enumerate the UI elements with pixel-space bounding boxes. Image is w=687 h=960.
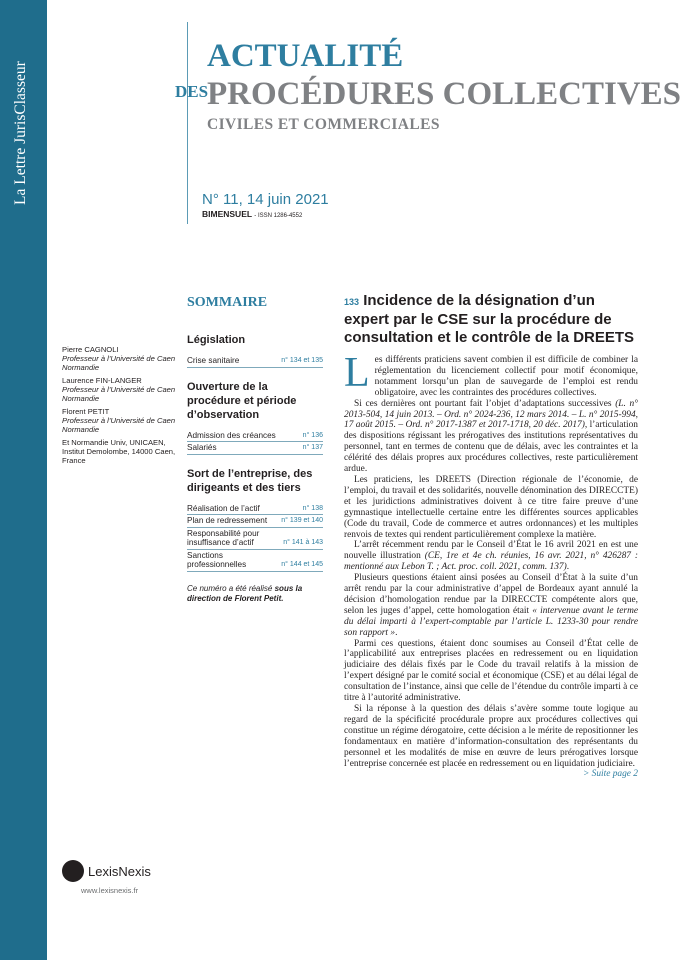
title-actualite: ACTUALITÉ	[207, 38, 404, 74]
title-procedures-collectives: PROCÉDURES COLLECTIVES	[207, 76, 682, 112]
drop-cap: L	[344, 350, 370, 396]
article-body	[344, 350, 638, 780]
sommaire-entry[interactable]	[187, 515, 323, 528]
author	[62, 376, 180, 403]
author	[62, 407, 180, 434]
article-number: 133	[344, 297, 360, 307]
article-title	[344, 292, 638, 347]
entry-label: Responsabilité pour insuffisance d’actif	[187, 528, 260, 547]
article-title-text: Incidence de la désignation d’un expert par le CSE sur la procédure de consultation et le contrôle de la DREETS	[344, 292, 635, 346]
sommaire-entry[interactable]	[187, 355, 323, 368]
sommaire-entry[interactable]	[187, 550, 323, 572]
website-link[interactable]: www.lexisnexis.fr	[81, 886, 139, 895]
sommaire-entry[interactable]	[187, 528, 323, 550]
entry-number: n° 137	[302, 444, 323, 451]
masthead-rule	[187, 22, 188, 224]
publisher-logo	[62, 860, 151, 882]
entry-label: Salariés	[187, 443, 217, 452]
lexisnexis-emblem-icon	[62, 860, 84, 882]
entry-label: Crise sanitaire	[187, 356, 240, 365]
paragraph-text: Si la réponse à la question des délais s’avère somme toute logique au regard de la spécificité procédurale propre aux procédures collectives qui constitue un régime dérogatoire, cette décision a le mérite de repositionner les fondamentaux en matière d’information-consultation des représentants du personnel et les modalités de mise en œuvre de leurs prérogatives lorsque l’entreprise concernée est placée en redressement ou en liquidation judiciaire.	[344, 704, 638, 769]
article-paragraph	[344, 399, 638, 475]
sommaire-entry[interactable]	[187, 430, 323, 443]
title-des: DES	[175, 82, 209, 101]
sommaire-section-ouverture	[187, 380, 323, 455]
paragraph-text: Plusieurs questions étaient ainsi posées au Conseil d’État à la suite d’un arrêt rendu par la cour administrative d’appel de Bordeaux ayant annulé la décision d’homologation rendue par la DIRECCTE compétente alors que, selon les juges d’appel, cette homologation était	[344, 573, 638, 616]
entry-label: Réalisation de l’actif	[187, 503, 260, 513]
entry-label: Plan de redressement	[187, 516, 268, 525]
article-paragraph	[344, 573, 638, 638]
title-civiles-commerciales: CIVILES ET COMMERCIALES	[207, 116, 440, 133]
sommaire	[187, 295, 323, 604]
brand-sidebar	[0, 0, 47, 960]
section-heading: Ouverture de la procédure et période d’observation	[187, 380, 297, 421]
quotation: « intervenue avant le terme du délai imparti à l’expert-comptable par l’article L. 1233-30 pour rendre son rapport »	[344, 605, 638, 638]
article-paragraph: Parmi ces questions, étaient donc soumises au Conseil d’État celle de l’applicabilité aux entreprises placées en redressement ou en liquidation judiciaire des délais fixés par le Code du travail relatifs à la mission de l’expert désigné par le comité social et économique (CSE) et au délai légal de consultation de l’instance, ainsi que celle de l’étendue du contrôle imparti à ce titre à l’autorité administrative.	[344, 638, 638, 704]
entry-label: Admission des créances	[187, 430, 276, 440]
entry-label: Sanctions professionnelles	[187, 550, 247, 569]
article-paragraph	[344, 540, 638, 573]
paragraph-text: , l’articulation des dispositions régissant les prérogatives des institutions représentatives du personnel, tant en termes de contenu que de délais, avec les contraintes et la célérité des délais propres aux procédures collectives, reste particulièrement ardue.	[344, 420, 638, 475]
affiliation-text: Et Normandie Univ, UNICAEN, Institut Demolombe, 14000 Caen, France	[62, 438, 176, 465]
section-heading: Sort de l’entreprise, des dirigeants et des tiers	[187, 467, 313, 494]
paragraph-text: es différents praticiens savent combien il est difficile de combiner la réglementation du licenciement collectif pour motif économique, notamment lorsqu’un plan de sauvegarde de l’emploi est rendu obligatoire, avec les contraintes des procédures collectives.	[374, 355, 638, 398]
entry-number: n° 144 et 145	[281, 561, 323, 568]
sommaire-entry[interactable]	[187, 442, 323, 455]
article-paragraph	[344, 704, 638, 780]
entry-number: n° 141 à 143	[283, 539, 323, 546]
sommaire-section-sort	[187, 467, 323, 572]
logo-text: LexisNexis	[88, 863, 151, 879]
section-heading: Législation	[187, 334, 246, 346]
author-name: Florent PETIT	[62, 407, 110, 416]
lead-article	[344, 292, 638, 780]
continued-link[interactable]: > Suite page 2	[582, 769, 638, 780]
paragraph-text: .	[395, 627, 398, 638]
entry-number: n° 134 et 135	[281, 357, 323, 364]
issn: - ISSN 1286-4552	[254, 213, 303, 219]
author-name: Laurence FIN-LANGER	[62, 376, 142, 385]
paragraph-text: Si ces dernières ont pourtant fait l’objet d’adaptations successives	[354, 398, 616, 409]
frequency: BIMENSUEL	[202, 209, 252, 219]
author	[62, 345, 180, 372]
editorial-note	[187, 584, 323, 604]
entry-number: n° 138	[302, 504, 323, 512]
note-prefix: Ce numéro a été réalisé	[187, 583, 275, 593]
issue-number: N° 11, 14 juin 2021	[202, 191, 329, 208]
author-role: Professeur à l’Université de Caen Normandie	[62, 385, 176, 403]
paragraph-text: .	[566, 562, 570, 573]
author-role: Professeur à l’Université de Caen Normandie	[62, 416, 176, 434]
note-direction: sous la direction de Florent Petit.	[187, 583, 303, 603]
sommaire-title: SOMMAIRE	[187, 295, 268, 310]
brand-vertical-label: La Lettre JurisClasseur	[12, 61, 29, 205]
paragraph-text: L’arrêt récemment rendu par le Conseil d’État le 16 avril 2021 en est une nouvelle illustration	[344, 540, 638, 562]
entry-number: n° 139 et 140	[281, 517, 323, 524]
affiliation	[62, 438, 180, 465]
sommaire-section-legislation	[187, 333, 323, 368]
sommaire-entry[interactable]	[187, 503, 323, 516]
legal-reference: (L. n° 2013-504, 14 juin 2013. – Ord. n° 2024-236, 12 mars 2014. – L. n° 2015-994, 17 août 2015. – Ord. n° 2017-1387 et 2017-1718, 20 déc. 2017)	[344, 398, 638, 431]
legal-reference: (CE, 1re et 4e ch. réunies, 16 avr. 2021, n° 426287 : mentionné aux Lebon T. ; Act. proc. coll. 2021, comm. 137)	[344, 551, 638, 573]
article-paragraph	[344, 350, 638, 399]
article-paragraph: Les praticiens, les DREETS (Direction régionale de l’économie, de l’emploi, du travail et des solidarités, nouvelle dénomination des DIRECCTE) et les juridictions administratives doivent à ce titre faire preuve d’une gymnastique intellectuelle certaine entre les différentes sources applicables (Code du travail, Code de commerce et autres ordonnances) et les multiples renvois de textes qui rendent particulièrement complexe la matière.	[344, 474, 638, 540]
frequency-line	[202, 209, 302, 219]
entry-number: n° 136	[302, 431, 323, 439]
author-role: Professeur à l’Université de Caen Normandie	[62, 354, 176, 372]
authors-block	[62, 345, 180, 469]
author-name: Pierre CAGNOLI	[62, 345, 119, 354]
